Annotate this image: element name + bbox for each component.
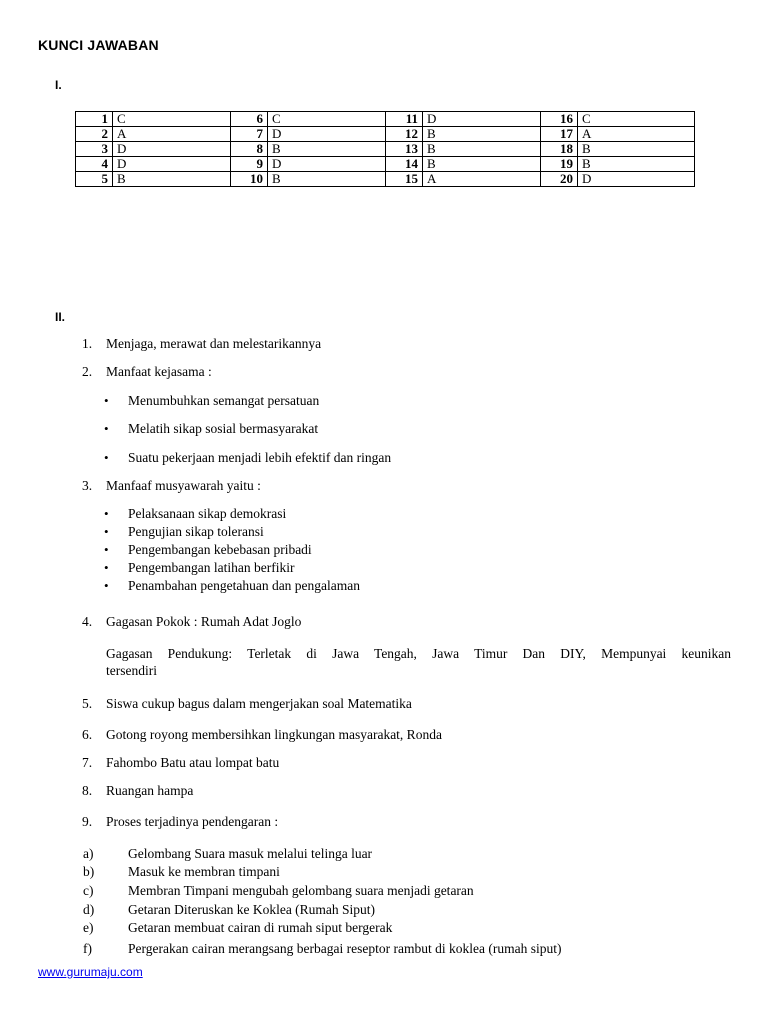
question-number-cell: 15 xyxy=(386,172,423,187)
question-number-cell: 20 xyxy=(541,172,578,187)
q3-answer: Manfaaf musyawarah yaitu : xyxy=(106,478,261,493)
q4-number: 4. xyxy=(82,614,93,629)
bullet-dot-icon: • xyxy=(104,524,109,539)
q9-item-letter: b) xyxy=(83,864,95,879)
section-1-label: I. xyxy=(55,78,62,92)
q3-bullet: Pengembangan kebebasan pribadi xyxy=(128,542,312,557)
q2-answer: Manfaat kejasama : xyxy=(106,364,212,379)
footer-website-link[interactable]: www.gurumaju.com xyxy=(38,965,143,979)
question-number-cell: 2 xyxy=(76,127,113,142)
question-number-cell: 6 xyxy=(231,112,268,127)
question-number-cell: 3 xyxy=(76,142,113,157)
q5-number: 5. xyxy=(82,696,93,711)
question-number-cell: 5 xyxy=(76,172,113,187)
question-number-cell: 1 xyxy=(76,112,113,127)
q5-answer: Siswa cukup bagus dalam mengerjakan soal Matematika xyxy=(106,696,412,711)
answer-key-row xyxy=(76,112,695,127)
q6-answer: Gotong royong membersihkan lingkungan masyarakat, Ronda xyxy=(106,727,442,742)
answer-cell: B xyxy=(268,142,386,157)
answer-cell: D xyxy=(423,112,541,127)
q3-number: 3. xyxy=(82,478,93,493)
question-number-cell: 8 xyxy=(231,142,268,157)
answer-cell: B xyxy=(423,157,541,172)
question-number-cell: 9 xyxy=(231,157,268,172)
answer-cell: D xyxy=(268,157,386,172)
answer-cell: C xyxy=(268,112,386,127)
answer-cell: A xyxy=(113,127,231,142)
answer-cell: B xyxy=(268,172,386,187)
answer-cell: D xyxy=(578,172,695,187)
answer-cell: C xyxy=(578,112,695,127)
q3-bullet: Pengembangan latihan berfikir xyxy=(128,560,295,575)
answer-cell: D xyxy=(113,142,231,157)
question-number-cell: 19 xyxy=(541,157,578,172)
q4-supporting-paragraph xyxy=(106,645,731,679)
question-number-cell: 4 xyxy=(76,157,113,172)
section-2-label: II. xyxy=(55,310,66,324)
answer-cell: B xyxy=(578,157,695,172)
q9-item-text: Getaran membuat cairan di rumah siput bergerak xyxy=(128,920,393,935)
q3-bullet: Pelaksanaan sikap demokrasi xyxy=(128,506,287,521)
answer-cell: D xyxy=(268,127,386,142)
answer-cell: B xyxy=(423,127,541,142)
question-number-cell: 10 xyxy=(231,172,268,187)
question-number-cell: 14 xyxy=(386,157,423,172)
bullet-dot-icon: • xyxy=(104,560,109,575)
q9-answer: Proses terjadinya pendengaran : xyxy=(106,814,279,829)
q2-bullet: Suatu pekerjaan menjadi lebih efektif dan ringan xyxy=(128,450,392,465)
q9-item-text: Getaran Diteruskan ke Koklea (Rumah Siput) xyxy=(128,902,376,917)
q9-item-letter: d) xyxy=(83,902,95,917)
question-number-cell: 17 xyxy=(541,127,578,142)
question-number-cell: 12 xyxy=(386,127,423,142)
answer-cell: B xyxy=(578,142,695,157)
q9-item-letter: e) xyxy=(83,920,94,935)
answer-key-table xyxy=(75,111,695,187)
answer-key-row xyxy=(76,142,695,157)
answer-key-row xyxy=(76,127,695,142)
q2-bullet: Melatih sikap sosial bermasyarakat xyxy=(128,421,319,436)
q3-bullet: Penambahan pengetahuan dan pengalaman xyxy=(128,578,361,593)
document-title: KUNCI JAWABAN xyxy=(38,37,159,53)
answer-key-row xyxy=(76,157,695,172)
question-number-cell: 13 xyxy=(386,142,423,157)
bullet-dot-icon: • xyxy=(104,542,109,557)
question-number-cell: 18 xyxy=(541,142,578,157)
bullet-dot-icon: • xyxy=(104,578,109,593)
q9-item-letter: c) xyxy=(83,883,94,898)
bullet-dot-icon: • xyxy=(104,393,109,408)
bullet-dot-icon: • xyxy=(104,421,109,436)
q7-number: 7. xyxy=(82,755,93,770)
answer-cell: B xyxy=(423,142,541,157)
q2-bullet: Menumbuhkan semangat persatuan xyxy=(128,393,320,408)
q3-bullet: Pengujian sikap toleransi xyxy=(128,524,264,539)
answer-cell: A xyxy=(423,172,541,187)
answer-cell: B xyxy=(113,172,231,187)
q8-answer: Ruangan hampa xyxy=(106,783,194,798)
q2-number: 2. xyxy=(82,364,93,379)
answer-key-row xyxy=(76,172,695,187)
q7-answer: Fahombo Batu atau lompat batu xyxy=(106,755,280,770)
q1-number: 1. xyxy=(82,336,93,351)
q9-number: 9. xyxy=(82,814,93,829)
q4-answer: Gagasan Pokok : Rumah Adat Joglo xyxy=(106,614,302,629)
bullet-dot-icon: • xyxy=(104,506,109,521)
answer-cell: A xyxy=(578,127,695,142)
q9-item-text: Gelombang Suara masuk melalui telinga luar xyxy=(128,846,373,861)
q9-item-letter: a) xyxy=(83,846,94,861)
q9-item-letter: f) xyxy=(83,941,92,956)
answer-cell: C xyxy=(113,112,231,127)
q9-item-text: Masuk ke membran timpani xyxy=(128,864,280,879)
bullet-dot-icon: • xyxy=(104,450,109,465)
q8-number: 8. xyxy=(82,783,93,798)
q4-para-line-2: tersendiri xyxy=(106,663,157,678)
question-number-cell: 11 xyxy=(386,112,423,127)
q6-number: 6. xyxy=(82,727,93,742)
q4-para-line-1: Gagasan Pendukung: Terletak di Jawa Tengah, Jawa Timur Dan DIY, Mempunyai keunikan xyxy=(106,646,731,661)
question-number-cell: 16 xyxy=(541,112,578,127)
q1-answer: Menjaga, merawat dan melestarikannya xyxy=(106,336,322,351)
q9-item-text: Membran Timpani mengubah gelombang suara menjadi getaran xyxy=(128,883,474,898)
question-number-cell: 7 xyxy=(231,127,268,142)
q9-item-text: Pergerakan cairan merangsang berbagai reseptor rambut di koklea (rumah siput) xyxy=(128,941,562,956)
answer-cell: D xyxy=(113,157,231,172)
